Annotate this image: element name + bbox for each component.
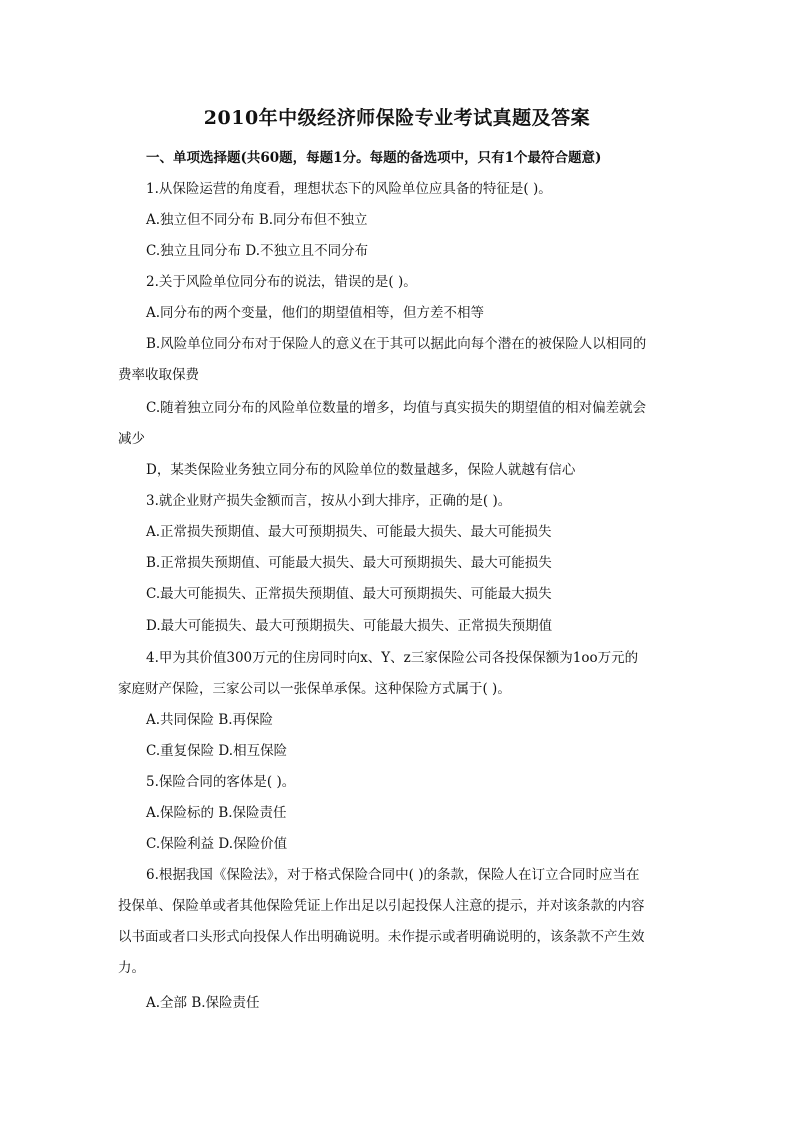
document-title: 2010年中级经济师保险专业考试真题及答案 xyxy=(203,107,591,129)
question-3-option-b: B.正常损失预期值、可能最大损失、最大可预期损失、最大可能损失 xyxy=(146,555,552,571)
question-2-option-c-cont: 减少 xyxy=(118,431,145,447)
section-heading: 一、单项选择题(共60题，每题1分。每题的备选项中，只有1个最符合题意) xyxy=(146,150,602,166)
question-1: 1.从保险运营的角度看，理想状态下的风险单位应具备的特征是( )。 xyxy=(146,181,552,197)
question-4-options-ab: A.共同保险 B.再保险 xyxy=(146,712,274,728)
question-5: 5.保险合同的客体是( )。 xyxy=(146,774,296,790)
question-1-options-ab: A.独立但不同分布 B.同分布但不独立 xyxy=(146,212,368,228)
question-4-options-cd: C.重复保险 D.相互保险 xyxy=(146,743,288,759)
question-2-option-c: C.随着独立同分布的风险单位数量的增多，均值与真实损失的期望值的相对偏差就会 xyxy=(146,400,647,416)
question-4-cont: 家庭财产保险，三家公司以一张保单承保。这种保险方式属于( )。 xyxy=(118,681,511,697)
question-1-options-cd: C.独立且同分布 D.不独立且不同分布 xyxy=(146,243,369,259)
question-3-option-c: C.最大可能损失、正常损失预期值、最大可预期损失、可能最大损失 xyxy=(146,586,552,602)
question-2: 2.关于风险单位同分布的说法，错误的是( )。 xyxy=(146,274,417,290)
question-6-cont-3: 力。 xyxy=(118,960,145,976)
question-3-option-d: D.最大可能损失、最大可预期损失、可能最大损失、正常损失预期值 xyxy=(146,618,553,634)
question-2-option-d: D，某类保险业务独立同分布的风险单位的数量越多，保险人就越有信心 xyxy=(146,462,576,478)
question-2-option-b-cont: 费率收取保费 xyxy=(118,367,199,383)
question-2-option-a: A.同分布的两个变量，他们的期望值相等，但方差不相等 xyxy=(146,305,485,321)
question-3-option-a: A.正常损失预期值、最大可预期损失、可能最大损失、最大可能损失 xyxy=(146,524,552,540)
question-6-cont-2: 以书面或者口头形式向投保人作出明确说明。未作提示或者明确说明的，该条款不产生效 xyxy=(118,929,645,945)
question-2-option-b: B.风险单位同分布对于保险人的意义在于其可以据此向每个潜在的被保险人以相同的 xyxy=(146,336,647,352)
question-5-options-ab: A.保险标的 B.保险责任 xyxy=(146,805,287,821)
question-5-options-cd: C.保险利益 D.保险价值 xyxy=(146,836,288,852)
question-6: 6.根据我国《保险法》，对于格式保险合同中( )的条款，保险人在订立合同时应当在 xyxy=(146,867,640,883)
question-6-cont-1: 投保单、保险单或者其他保险凭证上作出足以引起投保人注意的提示，并对该条款的内容 xyxy=(118,898,645,914)
question-3: 3.就企业财产损失金额而言，按从小到大排序，正确的是( )。 xyxy=(146,493,512,509)
question-6-options-ab: A.全部 B.保险责任 xyxy=(146,995,260,1011)
question-4: 4.甲为其价值300万元的住房同时向x、Y、z三家保险公司各投保保额为1oo万元的 xyxy=(146,650,639,666)
